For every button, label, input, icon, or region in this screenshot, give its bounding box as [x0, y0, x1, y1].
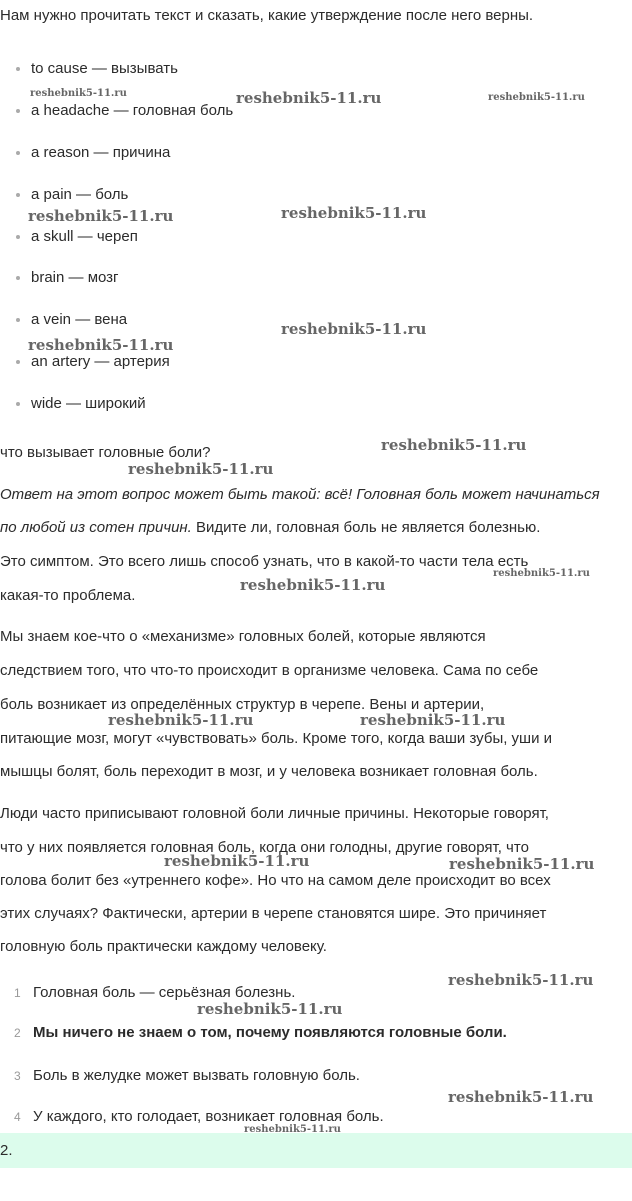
answer-box: [0, 1133, 632, 1168]
watermark: reshebnik5-11.ru: [236, 89, 382, 107]
paragraph-line: этих случаях? Фактически, артерии в черепе становятся шире. Это причиняет: [0, 905, 547, 922]
vocab-text: a reason — причина: [31, 144, 171, 161]
intro-text: Нам нужно прочитать текст и сказать, какие утверждение после него верны.: [0, 7, 534, 24]
list-item: [16, 269, 119, 287]
vocab-text: brain — мозг: [31, 269, 119, 286]
watermark: reshebnik5-11.ru: [360, 711, 506, 729]
statement-text: Головная боль — серьёзная болезнь.: [33, 984, 296, 1001]
watermark: reshebnik5-11.ru: [448, 1088, 594, 1106]
vocab-text: wide — широкий: [31, 395, 146, 412]
watermark: reshebnik5-11.ru: [244, 1124, 341, 1135]
watermark: reshebnik5-11.ru: [28, 336, 174, 354]
vocab-text: a headache — головная боль: [31, 102, 234, 119]
watermark: reshebnik5-11.ru: [281, 320, 427, 338]
list-item: [16, 311, 127, 329]
vocab-text: to cause — вызывать: [31, 60, 178, 77]
paragraph-line: головную боль практически каждому человеку.: [0, 938, 327, 955]
watermark: reshebnik5-11.ru: [197, 1000, 343, 1018]
paragraph-line: голова болит без «утреннего кофе». Но что на самом деле происходит во всех: [0, 872, 551, 889]
paragraph-line: питающие мозг, могут «чувствовать» боль. Кроме того, когда ваши зубы, уши и: [0, 730, 553, 747]
statement-number: 4: [14, 1110, 21, 1124]
paragraph-line: Люди часто приписывают головной боли личные причины. Некоторые говорят,: [0, 805, 549, 822]
statement-text: Боль в желудке может вызвать головную боль.: [33, 1067, 360, 1084]
list-item: [16, 353, 170, 371]
watermark: reshebnik5-11.ru: [164, 852, 310, 870]
watermark: reshebnik5-11.ru: [108, 711, 254, 729]
watermark: reshebnik5-11.ru: [281, 204, 427, 222]
statement-text: У каждого, кто голодает, возникает головная боль.: [33, 1108, 384, 1125]
paragraph-line: Ответ на этот вопрос может быть такой: всё! Головная боль может начинаться: [0, 486, 600, 503]
statement-text: Мы ничего не знаем о том, почему появляются головные боли.: [33, 1024, 507, 1041]
watermark: reshebnik5-11.ru: [449, 855, 595, 873]
watermark: reshebnik5-11.ru: [30, 88, 127, 99]
text: Видите ли, головная боль не является болезнью.: [191, 519, 541, 536]
watermark: reshebnik5-11.ru: [448, 971, 594, 989]
list-item: [16, 102, 233, 120]
paragraph-line: что у них появляется головная боль, когда они голодны, другие говорят, что: [0, 839, 529, 856]
watermark: reshebnik5-11.ru: [493, 568, 590, 579]
question-heading: что вызывает головные боли?: [0, 444, 211, 461]
vocab-text: a skull — череп: [31, 228, 138, 245]
statement-number: 1: [14, 986, 21, 1000]
statement-2: [14, 1024, 507, 1042]
answer-text: 2.: [0, 1142, 13, 1159]
paragraph-line: мышцы болят, боль переходит в мозг, и у человека возникает головная боль.: [0, 763, 538, 780]
list-item: [16, 144, 170, 162]
list-item: [16, 395, 146, 413]
watermark: reshebnik5-11.ru: [28, 207, 174, 225]
paragraph-line: [0, 519, 540, 537]
list-item: [16, 186, 128, 204]
vocab-text: a pain — боль: [31, 186, 129, 203]
statement-3: [14, 1067, 360, 1085]
statement-number: 3: [14, 1069, 21, 1083]
list-item: [16, 228, 138, 246]
watermark: reshebnik5-11.ru: [240, 576, 386, 594]
paragraph-line: боль возникает из определённых структур в черепе. Вены и артерии,: [0, 696, 485, 713]
paragraph-line: следствием того, что что-то происходит в организме человека. Сама по себе: [0, 662, 539, 679]
list-item: [16, 60, 178, 78]
vocab-text: an artery — артерия: [31, 353, 170, 370]
watermark: reshebnik5-11.ru: [128, 460, 274, 478]
statement-number: 2: [14, 1026, 21, 1040]
italic-text: по любой из сотен причин.: [0, 519, 192, 536]
paragraph-line: Мы знаем кое-что о «механизме» головных болей, которые являются: [0, 628, 486, 645]
paragraph-line: Это симптом. Это всего лишь способ узнать, что в какой-то части тела есть: [0, 553, 529, 570]
watermark: reshebnik5-11.ru: [488, 92, 585, 103]
paragraph-line: какая-то проблема.: [0, 587, 136, 604]
watermark: reshebnik5-11.ru: [381, 436, 527, 454]
vocab-text: a vein — вена: [31, 311, 128, 328]
